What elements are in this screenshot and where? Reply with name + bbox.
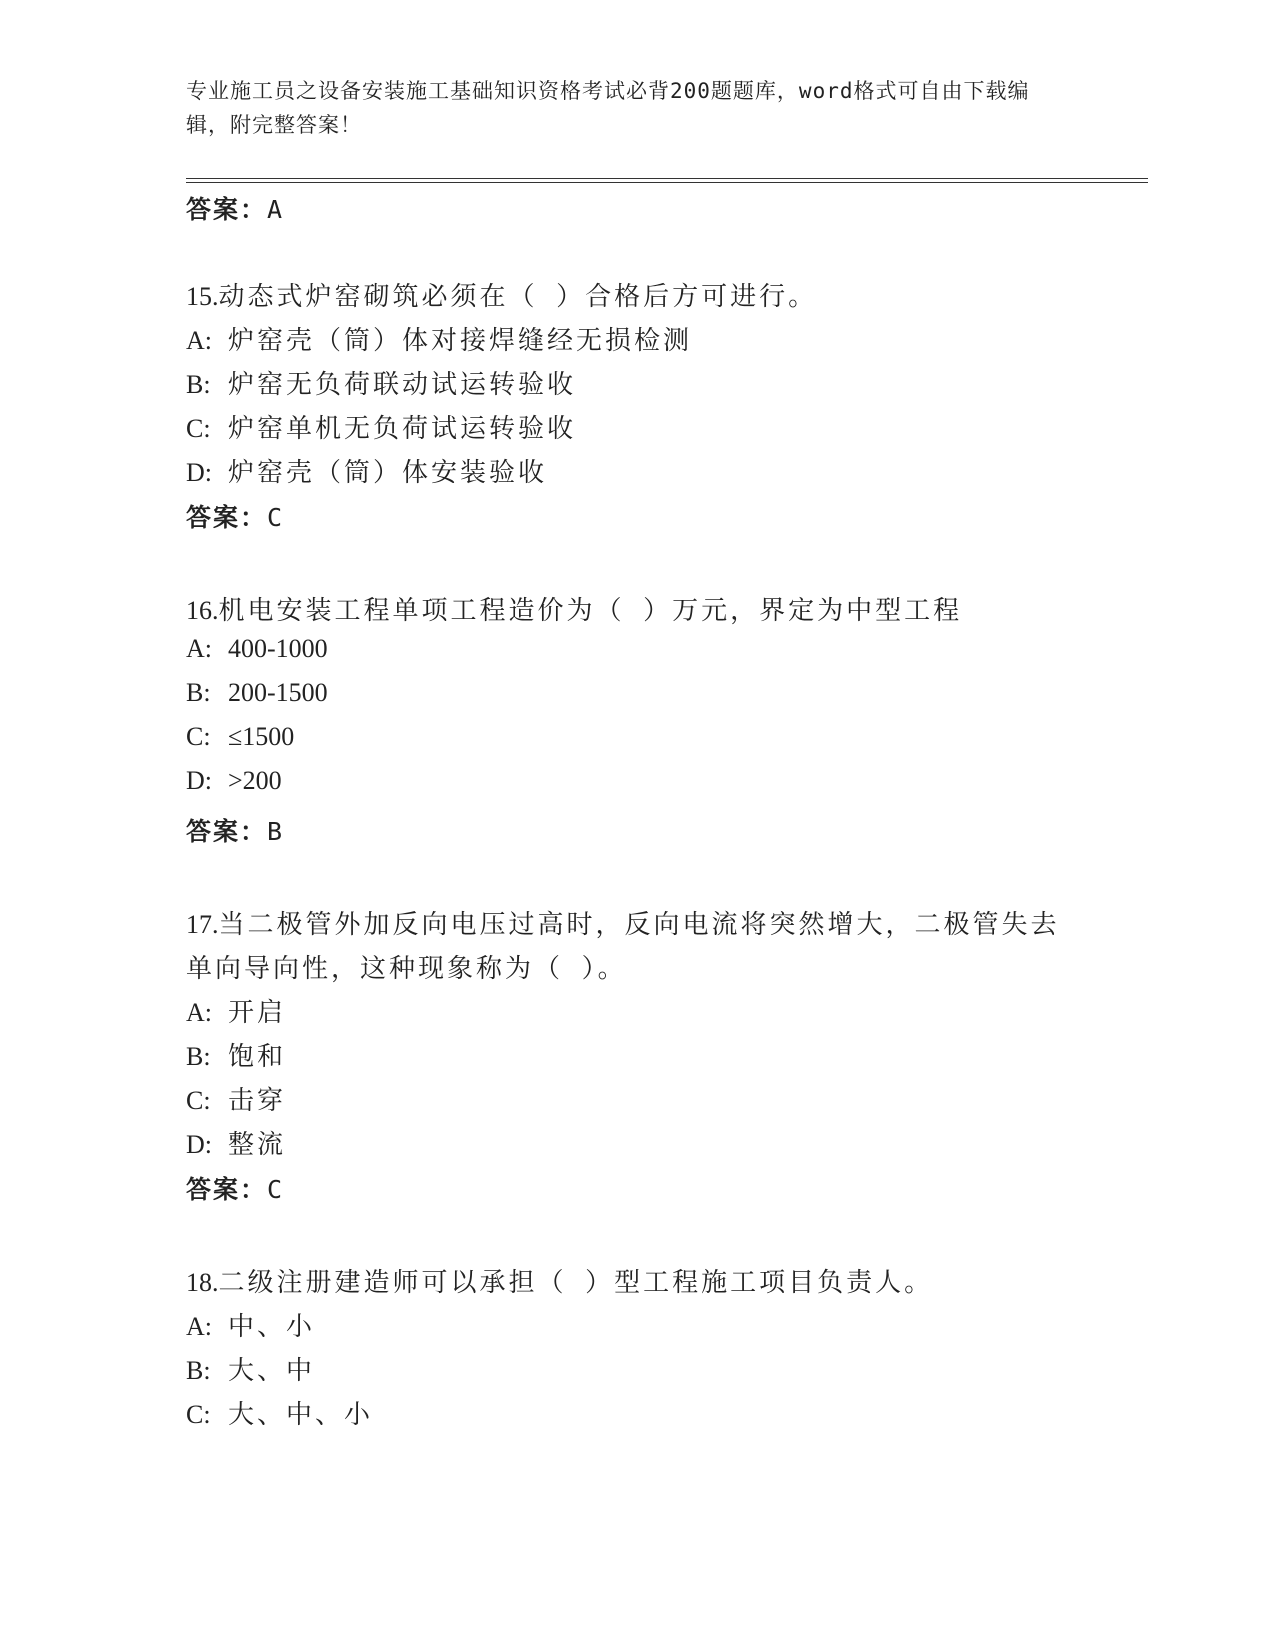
option-key: B: — [186, 678, 211, 707]
answer-value: C — [267, 503, 284, 532]
option-text: 击穿 — [228, 1086, 287, 1116]
option-text: 开启 — [228, 998, 287, 1028]
option-c — [186, 1080, 286, 1117]
question-number: 16. — [186, 596, 219, 625]
answer-line — [186, 1170, 283, 1206]
option-key: A: — [186, 634, 212, 663]
option-a — [186, 634, 328, 664]
option-c — [186, 1394, 373, 1431]
question-stem-continuation — [186, 948, 627, 985]
option-c — [186, 408, 576, 445]
option-d — [186, 1124, 286, 1161]
option-b — [186, 1036, 286, 1073]
document-header: 专业施工员之设备安装施工基础知识资格考试必背200题题库，word格式可自由下载编辑，附完整答案！ — [186, 79, 1030, 137]
option-text: 200-1500 — [228, 678, 328, 707]
question-stem — [186, 276, 817, 313]
option-key: B: — [186, 370, 211, 399]
question-number: 18. — [186, 1268, 219, 1297]
option-a — [186, 320, 692, 357]
option-text: 中、小 — [228, 1312, 316, 1342]
option-key: D: — [186, 1130, 212, 1159]
option-text: >200 — [228, 766, 282, 795]
option-b — [186, 1350, 315, 1387]
question-stem — [186, 590, 962, 627]
option-text: 炉窑壳（筒）体安装验收 — [228, 458, 548, 488]
question-number: 17. — [186, 910, 219, 939]
header-divider-top — [186, 178, 1148, 179]
answer-value: C — [267, 1175, 284, 1204]
option-text: ≤1500 — [228, 722, 295, 751]
option-key: A: — [186, 326, 212, 355]
question-text: 当二极管外加反向电压过高时，反向电流将突然增大，二极管失去 — [218, 910, 1060, 940]
question-text: 单向导向性，这种现象称为（ ）。 — [186, 954, 627, 984]
question-text: 机电安装工程单项工程造价为（ ）万元，界定为中型工程 — [218, 596, 963, 626]
question-number: 15. — [186, 282, 219, 311]
option-c — [186, 722, 294, 752]
header-divider-bottom — [186, 182, 1148, 183]
option-d — [186, 452, 547, 489]
question-stem — [186, 904, 1060, 941]
option-key: D: — [186, 458, 212, 487]
option-key: A: — [186, 998, 212, 1027]
option-key: C: — [186, 1086, 211, 1115]
option-key: C: — [186, 414, 211, 443]
option-a — [186, 992, 286, 1029]
option-b — [186, 364, 576, 401]
option-text: 400-1000 — [228, 634, 328, 663]
answer-line — [186, 498, 283, 534]
option-text: 饱和 — [228, 1042, 287, 1072]
answer-value: A — [267, 195, 284, 224]
answer-label: 答案： — [186, 817, 268, 846]
option-text: 大、中 — [228, 1356, 316, 1386]
answer-label: 答案： — [186, 503, 268, 532]
option-text: 大、中、小 — [228, 1400, 374, 1430]
answer-label: 答案： — [186, 1175, 268, 1204]
option-key: C: — [186, 722, 211, 751]
option-a — [186, 1306, 315, 1343]
option-text: 炉窑单机无负荷试运转验收 — [228, 414, 577, 444]
option-key: C: — [186, 1400, 211, 1429]
answer-label: 答案： — [186, 195, 268, 224]
question-text: 二级注册建造师可以承担（ ）型工程施工项目负责人。 — [218, 1268, 934, 1298]
option-text: 整流 — [228, 1130, 287, 1160]
answer-line — [186, 190, 283, 226]
option-key: A: — [186, 1312, 212, 1341]
answer-value: B — [267, 817, 284, 846]
question-text: 动态式炉窑砌筑必须在（ ）合格后方可进行。 — [218, 282, 818, 312]
option-b — [186, 678, 328, 708]
option-d — [186, 766, 282, 796]
answer-line — [186, 812, 283, 848]
option-text: 炉窑无负荷联动试运转验收 — [228, 370, 577, 400]
option-text: 炉窑壳（筒）体对接焊缝经无损检测 — [228, 326, 693, 356]
option-key: D: — [186, 766, 212, 795]
option-key: B: — [186, 1356, 211, 1385]
question-stem — [186, 1262, 933, 1299]
option-key: B: — [186, 1042, 211, 1071]
